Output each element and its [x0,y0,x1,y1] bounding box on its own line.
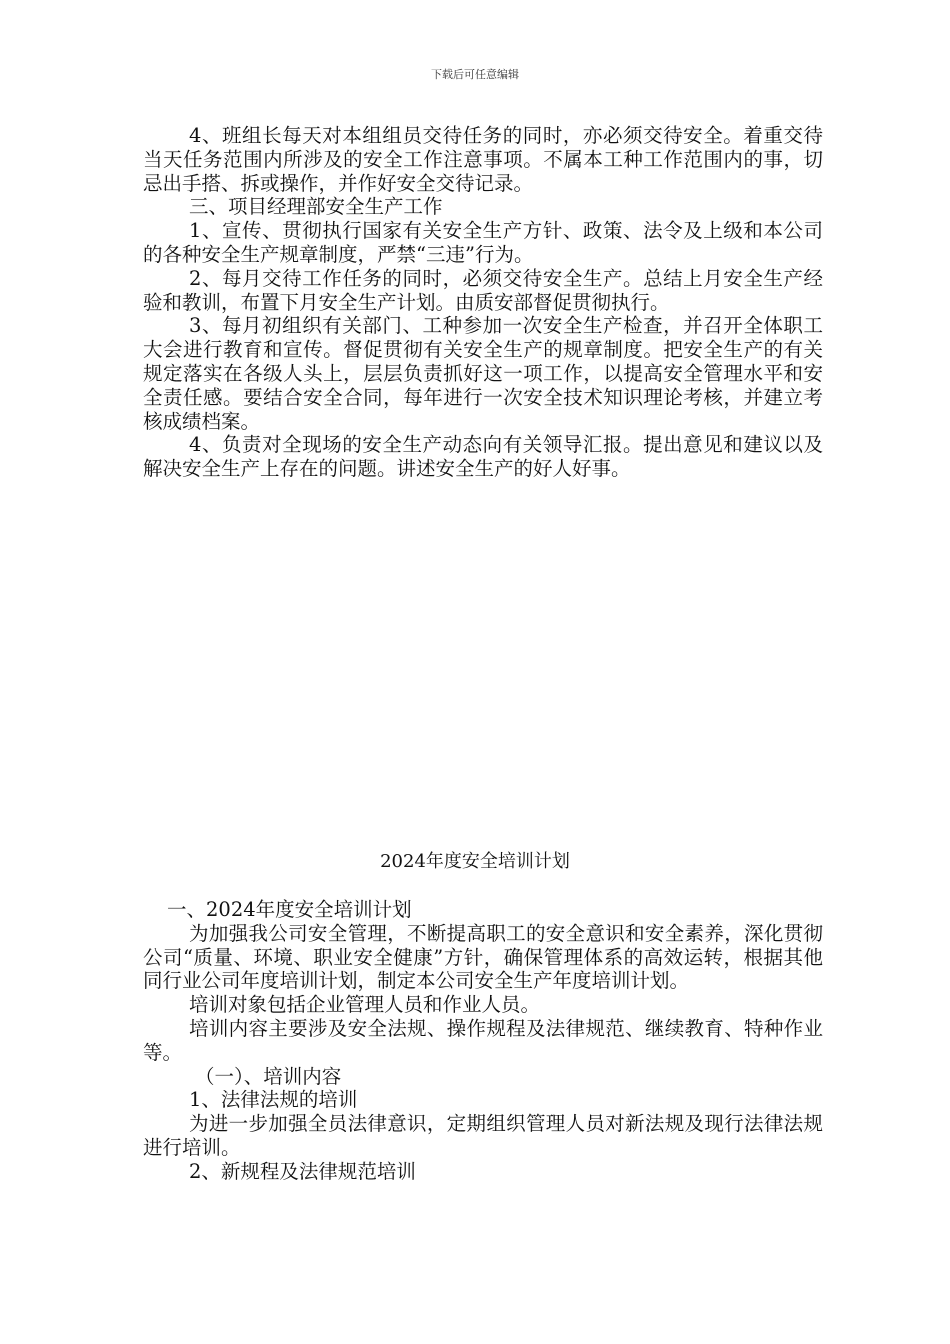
paragraph-item-1-publicize: 1、宣传、贯彻执行国家有关安全生产方针、政策、法令及上级和本公司的各种安全生产规章制度，严禁“三违”行为。 [143,219,823,266]
paragraph-content-scope: 培训内容主要涉及安全法规、操作规程及法律规范、继续教育、特种作业等。 [143,1016,823,1064]
continued-section [143,124,823,481]
item-heading-law-training: 1、法律法规的培训 [189,1088,358,1112]
page-header-note: 下载后可任意编辑 [431,68,519,81]
subsection-heading-content: （一）、培训内容 [195,1064,342,1088]
paragraph-law-training: 为进一步加强全员法律意识，定期组织管理人员对新法规及现行法律法规进行培训。 [143,1112,823,1159]
section-heading-training-plan: 一、2024年度安全培训计划 [167,898,412,921]
item-heading-regulation-training: 2、新规程及法律规范培训 [189,1159,416,1183]
paragraph-item-3-inspection: 3、每月初组织有关部门、工种参加一次安全生产检查，并召开全体职工大会进行教育和宣传。督促贯彻有关安全生产的规章制度。把安全生产的有关规定落实在各级人头上，层层负责抓好这一项工作，以提高安全管理水平和安全责任感。要结合安全合同，每年进行一次安全技术知识理论考核，并建立考核成绩档案。 [143,314,823,433]
paragraph-team-leader-duty: 4、班组长每天对本组组员交待任务的同时，亦必须交待安全。着重交待当天任务范围内所涉及的安全工作注意事项。不属本工种工作范围内的事，切忌出手搭、拆或操作，并作好安全交待记录。 [143,124,823,195]
document-title: 2024年度安全培训计划 [380,851,570,872]
paragraph-item-2-monthly: 2、每月交待工作任务的同时，必须交待安全生产。总结上月安全生产经验和教训，布置下月安全生产计划。由质安部督促贯彻执行。 [143,266,823,314]
paragraph-intro: 为加强我公司安全管理，不断提高职工的安全意识和安全素养，深化贯彻公司“质量、环境、职业安全健康”方针，确保管理体系的高效运转，根据其他同行业公司年度培训计划，制定本公司安全生产年度培训计划。 [143,921,823,993]
training-plan-section [143,898,823,1184]
paragraph-trainees: 培训对象包括企业管理人员和作业人员。 [189,993,541,1017]
paragraph-item-4-report: 4、负责对全现场的安全生产动态向有关领导汇报。提出意见和建议以及解决安全生产上存在的问题。讲述安全生产的好人好事。 [143,433,823,481]
section-heading-project-department: 三、项目经理部安全生产工作 [189,195,443,219]
